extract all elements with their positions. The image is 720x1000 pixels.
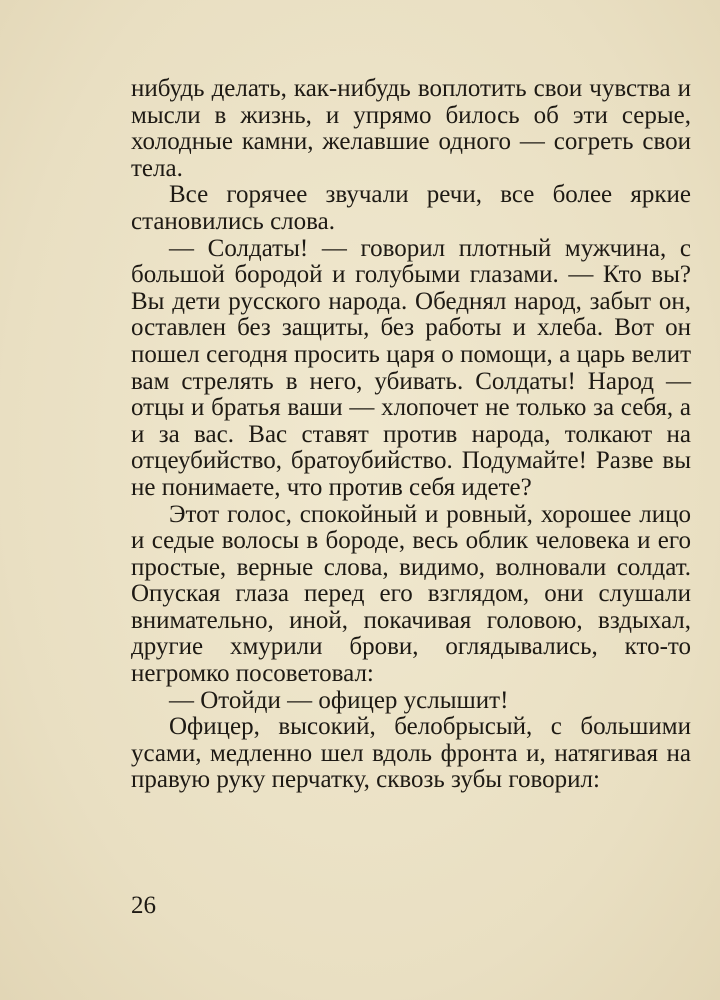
paragraph: — Отойди — офицер услышит! [169,686,509,714]
paragraph: — Солдаты! — говорил плотный мужчина, с большой бородой и голубыми глазами. — Кто вы? Вы дети русского народа. Обеднял народ, забыт он, оставлен без защиты, без работы и хлеба. Вот он пошел сегодня просить царя о помощи, а царь велит вам стрелять в него, убивать. Солдаты! Народ — отцы и братья ваши — хлопочет не только за себя, а и за вас. Вас ставят против народа, толкают на отцеубийство, братоубийство. Подумайте! Разве вы не понимаете, что против себя идете? [131,234,691,501]
paragraph-continuation: нибудь делать, как-нибудь воплотить свои чувства и мысли в жизнь, и упрямо билось об эти серые, холодные камни, желавшие одного — согреть свои тела. [131,75,691,182]
page-number: 26 [131,892,156,919]
paragraph: Этот голос, спокойный и ровный, хорошее лицо и седые волосы в бороде, весь облик человека и его простые, верные слова, видимо, волновали солдат. Опуская глаза перед его взглядом, они слушали внимательно, иной, покачивая головою, вздыхал, другие хмурили брови, оглядывались, кто-то негромко посоветовал: [131,500,691,688]
paragraph: Офицер, высокий, белобрысый, с большими усами, медленно шел вдоль фронта и, натягивая на правую руку перчатку, сквозь зубы говорил: [131,713,691,794]
body-text [131,76,691,794]
paragraph: Все горячее звучали речи, все более яркие становились слова. [131,181,691,235]
